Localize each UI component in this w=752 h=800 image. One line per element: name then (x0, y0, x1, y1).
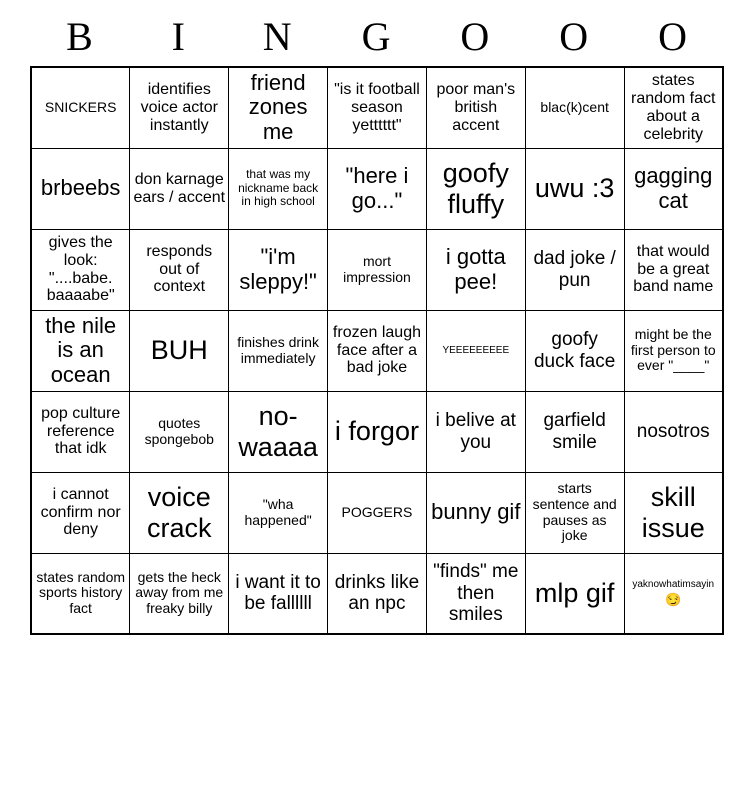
bingo-cell[interactable]: mlp gif (525, 553, 624, 634)
bingo-cell[interactable]: skill issue (624, 472, 723, 553)
bingo-cell[interactable]: gives the look: "....babe. baaaabe" (31, 229, 130, 310)
bingo-cell[interactable]: that would be a great band name (624, 229, 723, 310)
header-letter-5: O (559, 14, 589, 59)
bingo-cell[interactable]: drinks like an npc (328, 553, 427, 634)
bingo-cell[interactable]: might be the first person to ever "____" (624, 310, 723, 391)
bingo-cell[interactable]: uwu :3 (525, 148, 624, 229)
bingo-cell[interactable]: gagging cat (624, 148, 723, 229)
header-letter-2: N (262, 14, 292, 59)
bingo-row (31, 310, 723, 391)
bingo-cell[interactable]: i want it to be fallllll (229, 553, 328, 634)
bingo-cell[interactable]: responds out of context (130, 229, 229, 310)
bingo-cell[interactable]: i forgor (328, 391, 427, 472)
bingo-row (31, 148, 723, 229)
bingo-cell[interactable]: POGGERS (328, 472, 427, 553)
bingo-cell[interactable]: yaknowhatimsayin 😏 (624, 553, 723, 634)
bingo-cell[interactable]: finishes drink immediately (229, 310, 328, 391)
bingo-cell[interactable]: mort impression (328, 229, 427, 310)
bingo-cell[interactable]: i belive at you (426, 391, 525, 472)
bingo-cell[interactable]: garfield smile (525, 391, 624, 472)
bingo-cell[interactable]: SNICKERS (31, 67, 130, 148)
bingo-grid-body (31, 67, 723, 634)
smirk-emoji: 😏 (665, 591, 682, 607)
bingo-row (31, 391, 723, 472)
header-letter-6: O (658, 14, 688, 59)
bingo-cell[interactable]: no-waaaa (229, 391, 328, 472)
bingo-cell[interactable]: pop culture reference that idk (31, 391, 130, 472)
header-letter-1: I (171, 14, 185, 59)
bingo-cell[interactable]: gets the heck away from me freaky billy (130, 553, 229, 634)
bingo-cell[interactable]: starts sentence and pauses as joke (525, 472, 624, 553)
bingo-row (31, 67, 723, 148)
bingo-row (31, 229, 723, 310)
bingo-cell[interactable]: dad joke / pun (525, 229, 624, 310)
bingo-grid (30, 66, 724, 635)
bingo-cell[interactable]: quotes spongebob (130, 391, 229, 472)
bingo-header (30, 8, 722, 66)
bingo-cell[interactable]: goofy fluffy (426, 148, 525, 229)
bingo-cell[interactable]: "i'm sleppy!" (229, 229, 328, 310)
bingo-cell[interactable]: that was my nickname back in high school (229, 148, 328, 229)
bingo-cell[interactable]: states random fact about a celebrity (624, 67, 723, 148)
bingo-cell[interactable]: "finds" me then smiles (426, 553, 525, 634)
bingo-cell[interactable]: bunny gif (426, 472, 525, 553)
bingo-cell[interactable]: nosotros (624, 391, 723, 472)
bingo-cell[interactable]: voice crack (130, 472, 229, 553)
bingo-cell[interactable]: the nile is an ocean (31, 310, 130, 391)
bingo-row (31, 553, 723, 634)
header-letter-0: B (66, 14, 93, 59)
bingo-cell[interactable]: don karnage ears / accent (130, 148, 229, 229)
bingo-cell[interactable]: poor man's british accent (426, 67, 525, 148)
bingo-cell[interactable]: blac(k)cent (525, 67, 624, 148)
header-letter-4: O (460, 14, 490, 59)
header-letter-3: G (361, 14, 391, 59)
bingo-cell[interactable]: BUH (130, 310, 229, 391)
bingo-cell[interactable]: brbeebs (31, 148, 130, 229)
bingo-cell[interactable]: friend zones me (229, 67, 328, 148)
bingo-cell[interactable]: identifies voice actor instantly (130, 67, 229, 148)
bingo-cell[interactable]: frozen laugh face after a bad joke (328, 310, 427, 391)
bingo-row (31, 472, 723, 553)
bingo-cell[interactable]: i cannot confirm nor deny (31, 472, 130, 553)
bingo-cell[interactable]: YEEEEEEEEE (426, 310, 525, 391)
bingo-cell[interactable]: i gotta pee! (426, 229, 525, 310)
bingo-cell[interactable]: "here i go..." (328, 148, 427, 229)
bingo-cell[interactable]: "is it football season yetttttt" (328, 67, 427, 148)
bingo-cell[interactable]: goofy duck face (525, 310, 624, 391)
bingo-cell[interactable]: "wha happened" (229, 472, 328, 553)
bingo-cell[interactable]: states random sports history fact (31, 553, 130, 634)
